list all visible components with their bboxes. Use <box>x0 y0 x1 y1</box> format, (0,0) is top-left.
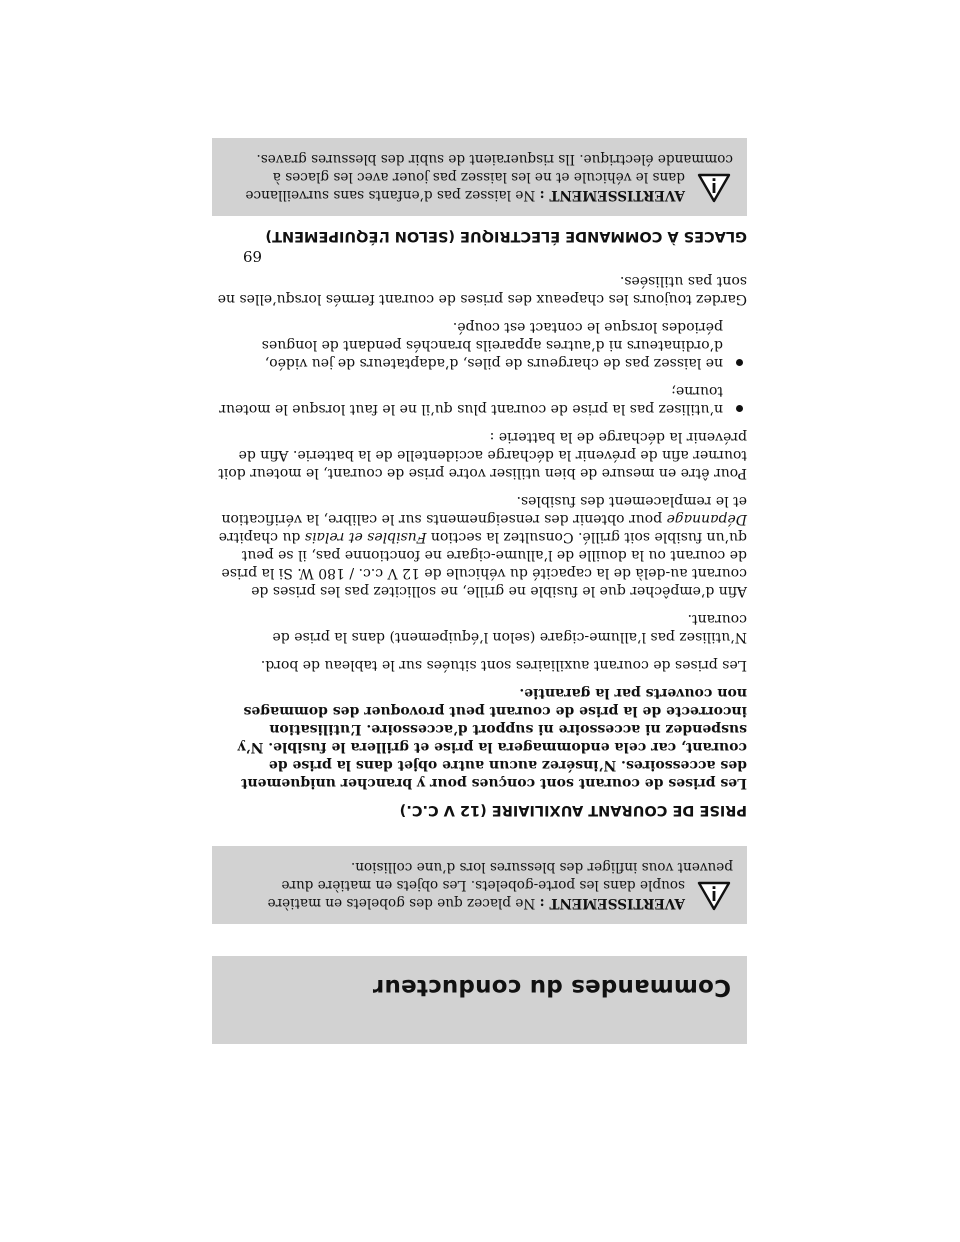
italic-reference: Fusibles et relais <box>304 529 427 545</box>
warning-triangle-icon <box>697 173 731 203</box>
section-heading-power-windows: GLACES À COMMANDE ÉLECTRIQUE (SELON L’ÉQUIPEMENT) <box>265 228 747 244</box>
warning-text-line: souple dans les porte-gobelets. Les objets en matière dure <box>281 877 685 893</box>
warning-text-line: dans le véhicule et ne les laissez pas jouer avec les glaces à <box>272 169 685 185</box>
text-run: Afin d’empêcher que le fusible ne grille, ne sollicitez pas les prises de courant au-delà de la capacité du véhicule de 12 V c.c. / 180 W. Si la prise de courant ou la douille de l’allume-cigare ne fonctionne pas, il se peut qu’un fusible soit grillé. Consultez la section <box>221 529 747 599</box>
warning-label: AVERTISSEMENT : <box>539 187 685 203</box>
paragraph-caps: Gardez toujours les chapeaux des prises de courant fermés lorsqu’elles ne sont pas utilisées. <box>217 273 747 307</box>
text-run: pour obtenir des renseignements sur le calibre, la vérification et le remplacement des fusibles. <box>221 493 747 527</box>
bullet-icon <box>736 405 743 412</box>
chapter-header <box>212 956 747 1044</box>
content-column <box>212 138 747 1044</box>
italic-reference: Dépannage <box>666 511 747 527</box>
paragraph-battery: Pour être en mesure de bien utiliser votre prise de courant, le moteur doit tourner afin de prévenir la décharge accidentelle de la batterie. Afin de prévenir la décharge de la batterie : <box>218 429 747 481</box>
warning-text-line: Ne placez que des gobelets en matière <box>267 895 540 911</box>
text-run: du chapitre <box>218 529 305 545</box>
chapter-title: Commandes du conducteur <box>372 974 731 1000</box>
warning-label: AVERTISSEMENT : <box>539 895 685 911</box>
bullet-icon <box>736 359 743 366</box>
warning-text-line: Ne laissez pas d’enfants sans surveillance <box>245 187 540 203</box>
paragraph-fuse <box>212 492 747 600</box>
warning-text-line: commande électrique. Ils risqueraient de subir des blessures graves. <box>256 151 733 167</box>
warning-triangle-icon <box>697 881 731 911</box>
bold-caution-paragraph: Les prises de courant sont conçues pour y brancher uniquement des accessoires. N’insérez aucun autre objet dans la prise de courant, car cela endommagera la prise et grillera le fusible. N’y suspendez ni accessoire ni support d’accessoire. L’utilisation incorrecte de la prise de courant peut provoquer des dommages non couverts par la garantie. <box>237 685 747 791</box>
warning-text-line: peuvent vous infliger des blessures lors d’une collision. <box>350 859 733 875</box>
list-item <box>212 382 747 418</box>
page-number: 69 <box>242 247 262 265</box>
list-item-text: ne laissez pas de chargeurs de piles, d’adaptateurs de jeu vidéo, d’ordinateurs ni d’autres appareils branchés pendant de longues périodes lorsque le contact est coupé. <box>261 319 723 371</box>
paragraph-cigar-lighter: N’utilisez pas l’allume-cigare (selon l’équipement) dans la prise de courant. <box>272 611 747 645</box>
paragraph-location: Les prises de courant auxiliaires sont situées sur le tableau de bord. <box>260 657 747 673</box>
warning-box-cupholder <box>212 846 747 924</box>
list-item <box>212 318 747 372</box>
section-heading-power-point: PRISE DE COURANT AUXILIAIRE (12 V C.C.) <box>399 802 747 818</box>
list-item-text: n’utilisez pas la prise de courant plus qu’il ne le faut lorsque le moteur tourne; <box>219 383 723 417</box>
warning-box-children <box>212 138 747 216</box>
bullet-list <box>212 318 747 418</box>
